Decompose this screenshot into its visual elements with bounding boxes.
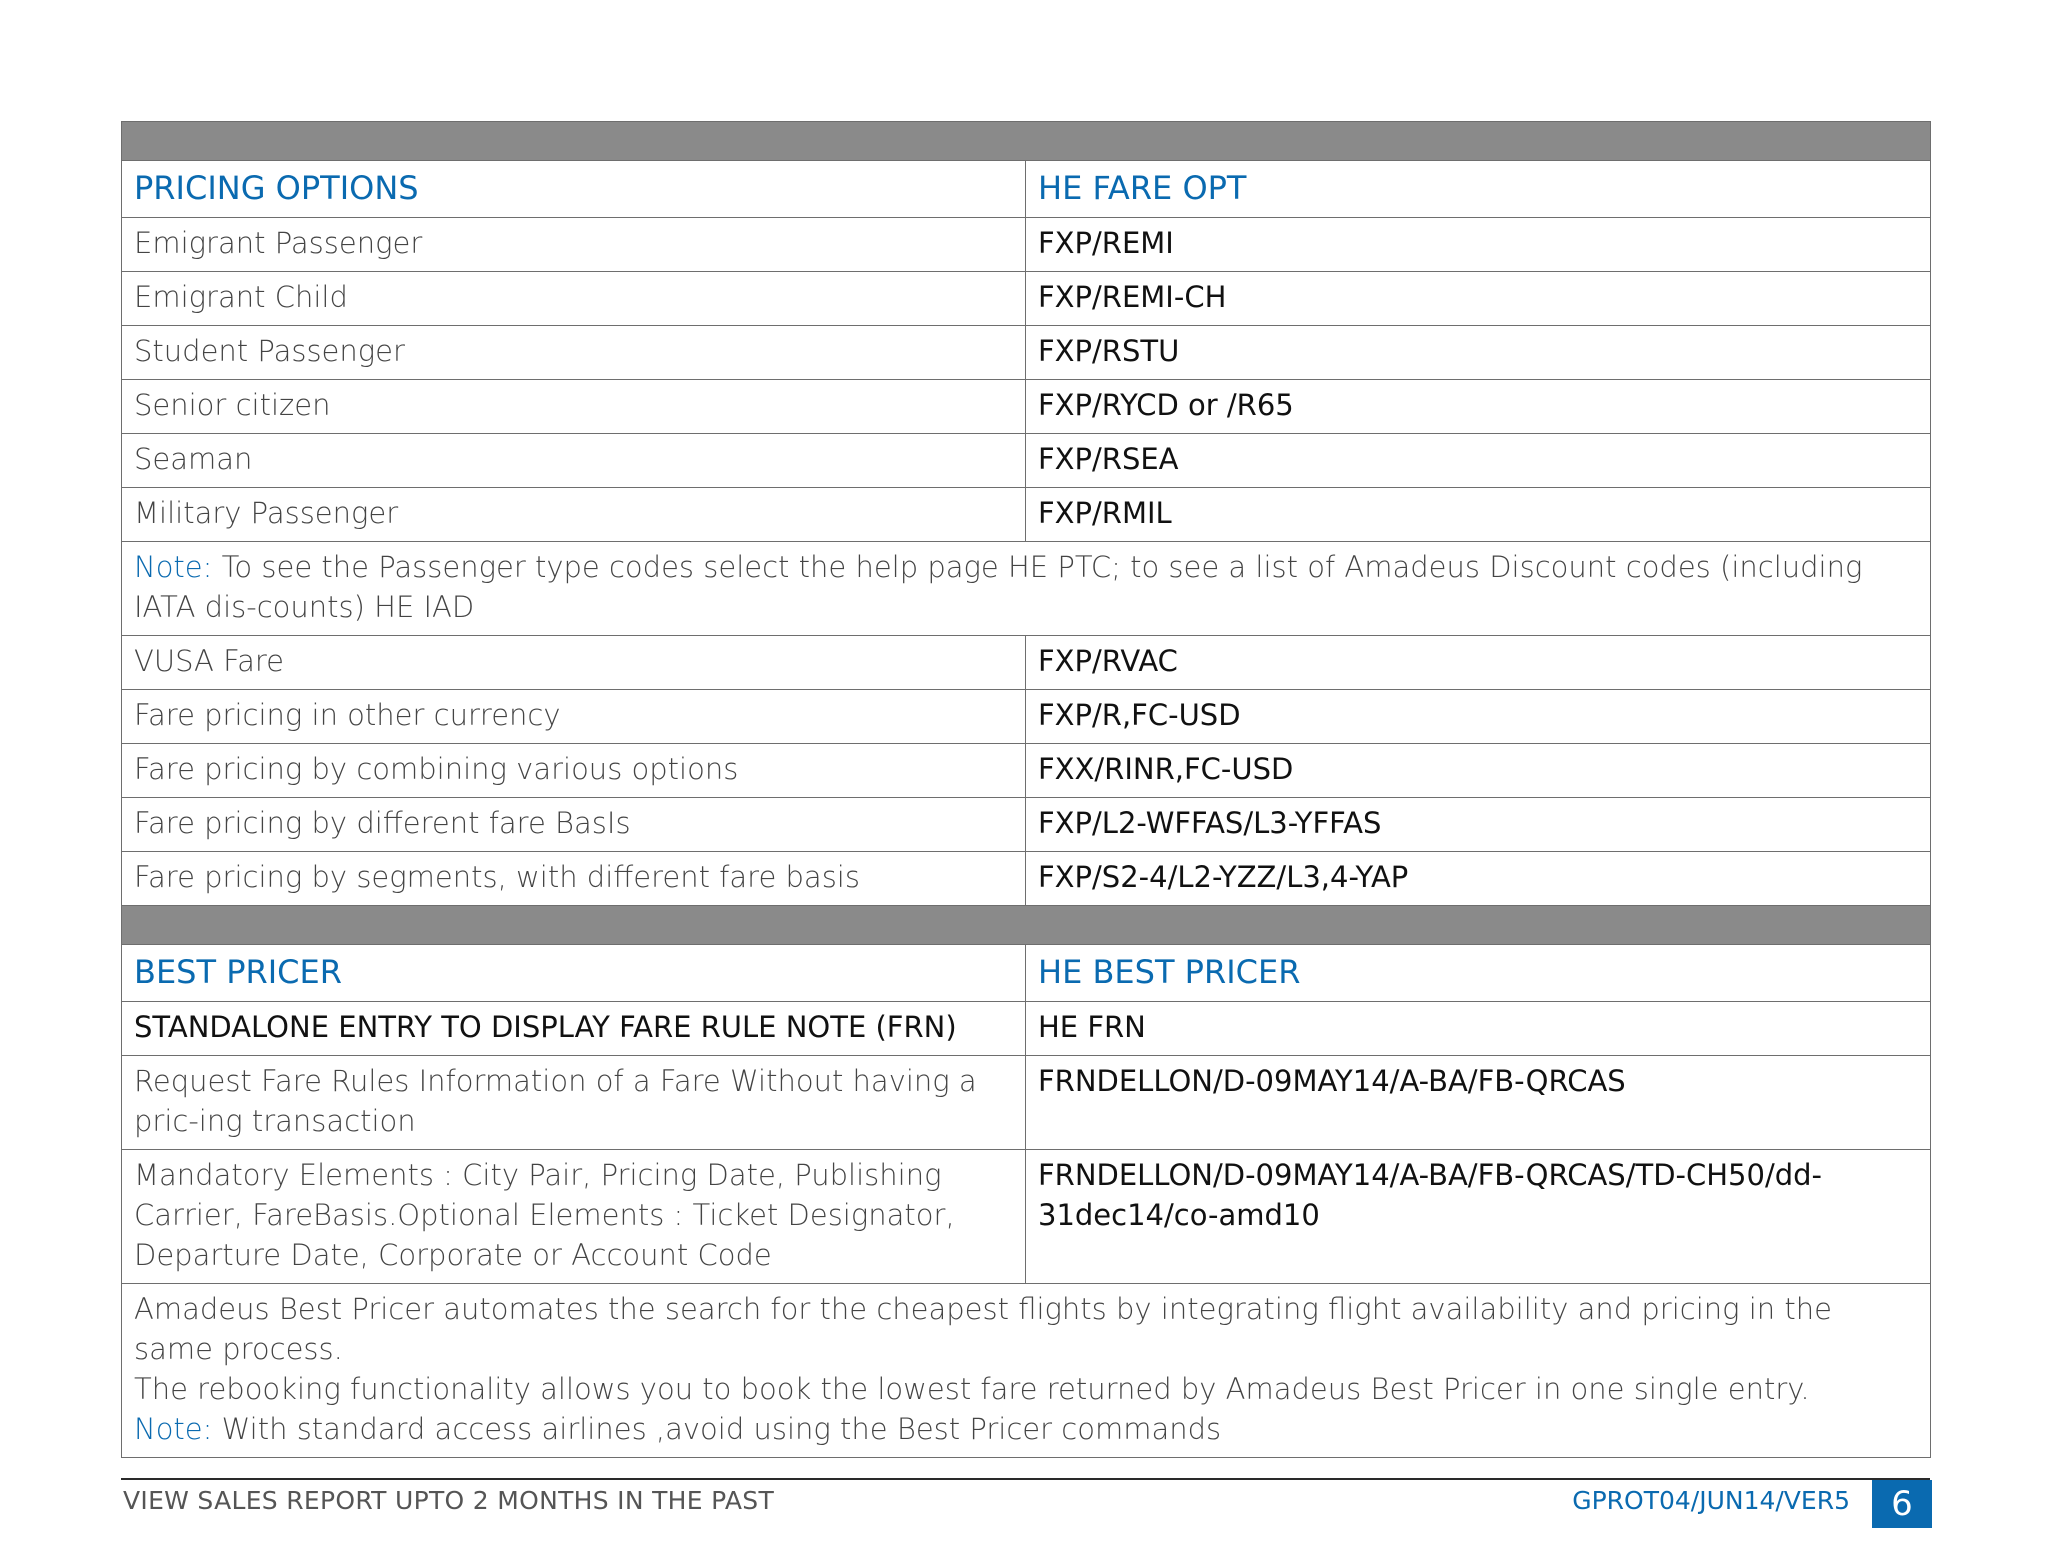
- table-row: [122, 488, 1931, 542]
- table-row: [122, 798, 1931, 852]
- row-label: Fare pricing in other currency: [122, 690, 1026, 744]
- note-text: To see the Passenger type codes select the help page HE PTC; to see a list of Amadeus Discount codes (including IATA dis-counts) HE IAD: [134, 550, 1863, 624]
- row-command: FXP/RMIL: [1026, 488, 1931, 542]
- table-row: [122, 1002, 1931, 1056]
- row-command: FXP/RSEA: [1026, 434, 1931, 488]
- row-command: FXP/R,FC-USD: [1026, 690, 1931, 744]
- footer-doc-code: GPROT04/JUN14/VER5: [1572, 1486, 1850, 1515]
- row-label: Emigrant Child: [122, 272, 1026, 326]
- row-label: Fare pricing by combining various options: [122, 744, 1026, 798]
- row-command: FRNDELLON/D-09MAY14/A-BA/FB-QRCAS/TD-CH50/dd-31dec14/co-amd10: [1026, 1150, 1931, 1284]
- row-label: Fare pricing by segments, with different fare basis: [122, 852, 1026, 906]
- description-row: [122, 1284, 1931, 1458]
- description-line-1: Amadeus Best Pricer automates the search for the cheapest flights by integrating flight availability and pricing in the same process.: [134, 1292, 1833, 1366]
- table-row: [122, 218, 1931, 272]
- row-label: Fare pricing by different fare BasIs: [122, 798, 1026, 852]
- note-label: Note:: [134, 1412, 213, 1446]
- footer-title: VIEW SALES REPORT UPTO 2 MONTHS IN THE PAST: [123, 1486, 775, 1515]
- row-command: HE FRN: [1026, 1002, 1931, 1056]
- row-label: Student Passenger: [122, 326, 1026, 380]
- table-header-row: [122, 161, 1931, 218]
- note-label: Note:: [134, 550, 213, 584]
- table-row: [122, 272, 1931, 326]
- row-command: FXP/S2-4/L2-YZZ/L3,4-YAP: [1026, 852, 1931, 906]
- table-row: [122, 852, 1931, 906]
- table-row: [122, 636, 1931, 690]
- row-label: Senior citizen: [122, 380, 1026, 434]
- table-row: [122, 434, 1931, 488]
- table-row: [122, 380, 1931, 434]
- note-text: With standard access airlines ,avoid using the Best Pricer commands: [212, 1412, 1222, 1446]
- description-line-2: The rebooking functionality allows you to book the lowest fare returned by Amadeus Best Pricer in one single entry.: [134, 1372, 1810, 1406]
- reference-table: [121, 121, 1931, 1458]
- row-label: Mandatory Elements : City Pair, Pricing Date, Publishing Carrier, FareBasis.Optional Elements : Ticket Designator, Departure Date, Corporate or Account Code: [122, 1150, 1026, 1284]
- table-row: [122, 1150, 1931, 1284]
- row-label: STANDALONE ENTRY TO DISPLAY FARE RULE NOTE (FRN): [122, 1002, 1026, 1056]
- header-he-fare-opt: HE FARE OPT: [1026, 161, 1931, 218]
- section-band: [122, 906, 1931, 945]
- row-command: FXP/REMI: [1026, 218, 1931, 272]
- row-command: FXP/REMI-CH: [1026, 272, 1931, 326]
- row-label: Request Fare Rules Information of a Fare Without having a pric-ing transaction: [122, 1056, 1026, 1150]
- header-best-pricer: BEST PRICER: [122, 945, 1026, 1002]
- row-label: Seaman: [122, 434, 1026, 488]
- table-row: [122, 1056, 1931, 1150]
- row-command: FXP/RVAC: [1026, 636, 1931, 690]
- table-row: [122, 744, 1931, 798]
- row-command: FXX/RINR,FC-USD: [1026, 744, 1931, 798]
- section-band: [122, 122, 1931, 161]
- row-command: FXP/RSTU: [1026, 326, 1931, 380]
- table-row: [122, 326, 1931, 380]
- note-row: [122, 542, 1931, 636]
- table-header-row: [122, 945, 1931, 1002]
- description-note: [134, 1409, 1918, 1449]
- note-cell: [122, 542, 1931, 636]
- table-row: [122, 690, 1931, 744]
- header-he-best-pricer: HE BEST PRICER: [1026, 945, 1931, 1002]
- row-command: FXP/RYCD or /R65: [1026, 380, 1931, 434]
- row-command: FRNDELLON/D-09MAY14/A-BA/FB-QRCAS: [1026, 1056, 1931, 1150]
- row-label: Military Passenger: [122, 488, 1026, 542]
- row-label: VUSA Fare: [122, 636, 1026, 690]
- header-pricing-options: PRICING OPTIONS: [122, 161, 1026, 218]
- row-command: FXP/L2-WFFAS/L3-YFFAS: [1026, 798, 1931, 852]
- row-label: Emigrant Passenger: [122, 218, 1026, 272]
- footer-divider: [121, 1478, 1930, 1480]
- description-cell: [122, 1284, 1931, 1458]
- page-number: 6: [1872, 1480, 1932, 1528]
